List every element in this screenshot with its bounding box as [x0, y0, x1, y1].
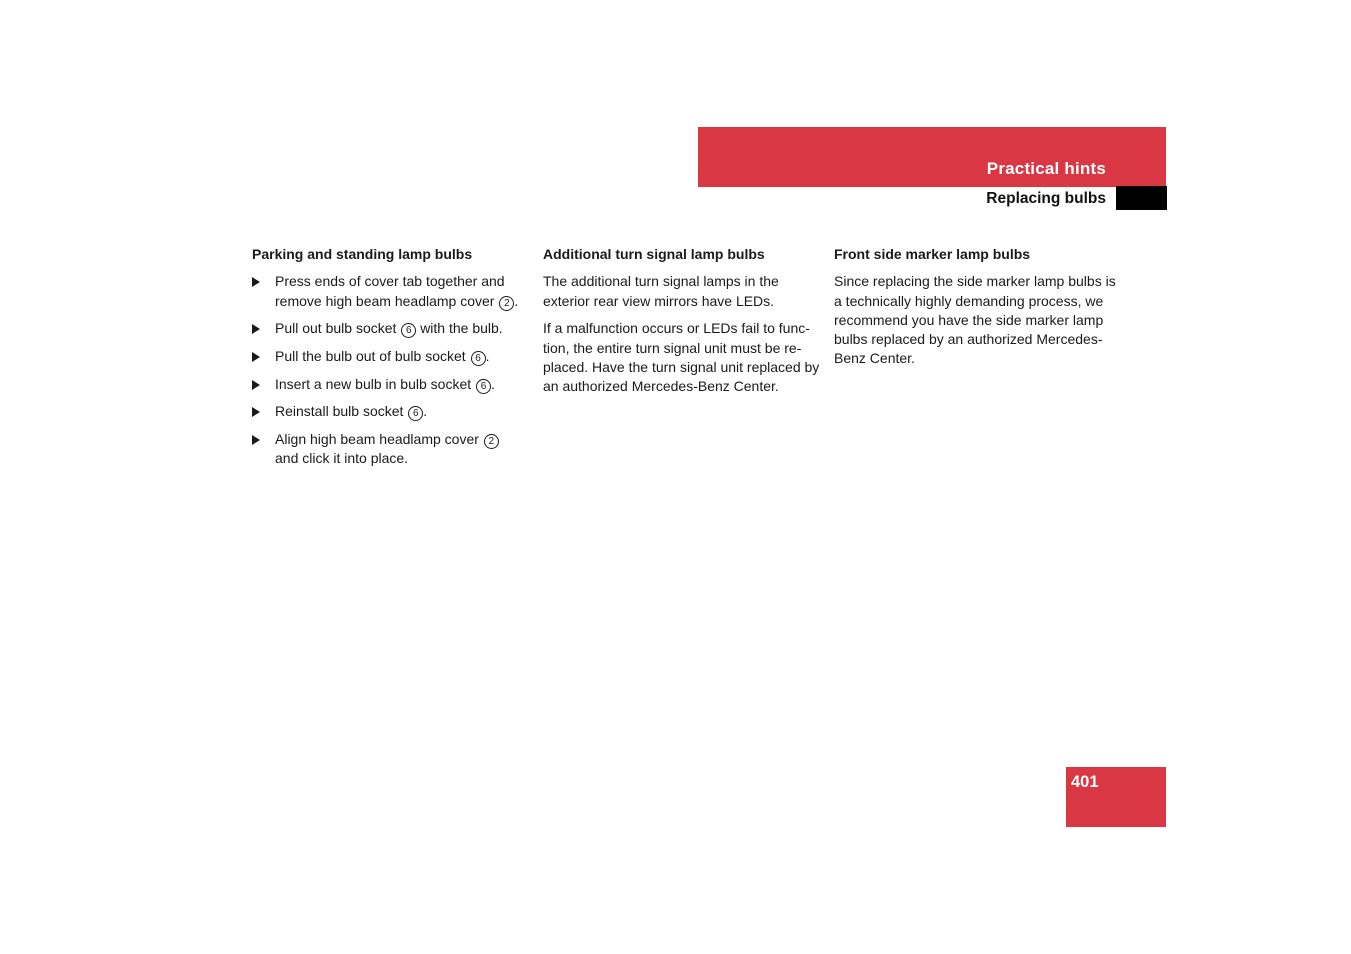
step-text: Align high beam headlamp cover: [275, 431, 479, 448]
subsection-title: Replacing bulbs: [986, 190, 1106, 207]
body-paragraph: Since replacing the side marker lamp bulbs is a technically highly demanding process, we recommend you have the side marker lamp bulbs replaced by an authorized Mercedes-Benz Center.: [834, 273, 1116, 367]
instruction-step: [252, 402, 532, 421]
step-arrow-icon: [252, 324, 260, 334]
page-number: 401: [1071, 773, 1099, 791]
step-text-after: .: [491, 375, 495, 392]
column-turn-signal: [543, 245, 825, 405]
step-text-after: .: [514, 292, 519, 309]
column-parking-standing: [252, 245, 532, 477]
step-text: Pull the bulb out of bulb socket: [275, 347, 466, 364]
instruction-step: [252, 319, 532, 338]
step-text: Reinstall bulb socket: [275, 403, 404, 420]
column-heading: Additional turn signal lamp bulbs: [543, 246, 765, 262]
callout-number: 6: [476, 379, 491, 394]
step-text-after: .: [485, 347, 490, 364]
step-arrow-icon: [252, 407, 260, 417]
step-arrow-icon: [252, 352, 260, 362]
body-paragraph: The additional turn signal lamps in the exterior rear view mirrors have LEDs.: [543, 273, 779, 309]
step-arrow-icon: [252, 277, 260, 287]
callout-number: 6: [471, 351, 486, 366]
instruction-step: [252, 347, 532, 366]
step-text-after: with the bulb.: [420, 320, 503, 337]
callout-number: 6: [408, 406, 423, 421]
callout-number: 2: [499, 296, 514, 311]
column-side-marker: [834, 245, 1116, 377]
instruction-step: [252, 272, 532, 311]
section-title: Practical hints: [986, 159, 1106, 178]
section-tab-marker: [1116, 186, 1167, 210]
step-arrow-icon: [252, 435, 260, 445]
instruction-step: [252, 430, 532, 469]
step-text: Press ends of cover tab together and remove high beam headlamp cover: [275, 273, 505, 309]
callout-number: 6: [401, 323, 416, 338]
callout-number: 2: [484, 434, 499, 449]
step-text-after: .: [423, 403, 428, 420]
column-heading: Parking and standing lamp bulbs: [252, 246, 473, 262]
column-heading: Front side marker lamp bulbs: [834, 246, 1031, 262]
step-text: Pull out bulb socket: [275, 320, 397, 337]
step-arrow-icon: [252, 380, 260, 390]
page-number-box: [1066, 767, 1166, 827]
instruction-step: [252, 375, 532, 394]
step-text: Insert a new bulb in bulb socket: [275, 375, 472, 392]
body-paragraph: If a malfunction occurs or LEDs fail to func-tion, the entire turn signal unit must be re-placed. Have the turn signal unit replaced by an authorized Mercedes-Benz Center.: [543, 320, 820, 395]
step-text-after: and click it into place.: [275, 450, 409, 467]
